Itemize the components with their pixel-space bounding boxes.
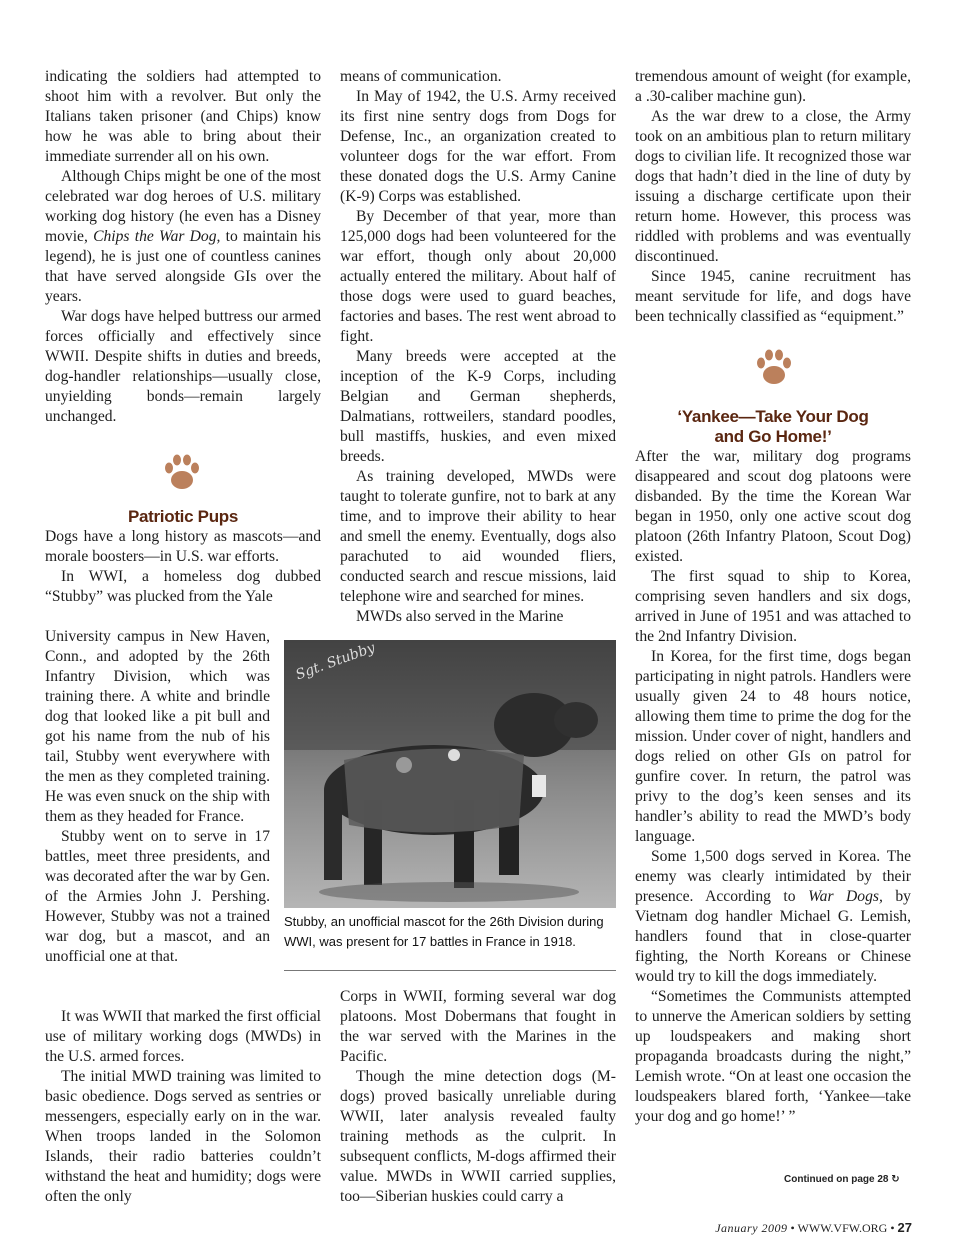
paragraph: It was WWII that marked the first official use of military working dogs (MWDs) in the U.S. armed forces. <box>45 1008 321 1065</box>
paragraph: means of communication. <box>340 68 502 85</box>
paragraph: By December of that year, more than 125,000 dogs had been volunteered for the war effort, though only about 20,000 actually entered the military. About half of those dogs were used to guard beaches, factories and bases. The rest went abroad to fight. <box>340 208 616 345</box>
paw-print-icon <box>752 345 796 389</box>
paragraph: Dogs have a long history as mascots—and morale boosters—in U.S. war efforts. <box>45 528 321 565</box>
paragraph: In May of 1942, the U.S. Army received its first nine sentry dogs from Dogs for Defense, Inc., an organization created to volunteer dogs for the war effort. From these donated dogs the U.S. Army Canine (K-9) Corps was established. <box>340 88 616 205</box>
paragraph: After the war, military dog programs disappeared and scout dog platoons were disbanded. By the time the Korean War began in 1950, only one active scout dog platoon (26th Infantry Platoon, Scout Dog) existed. <box>635 448 911 565</box>
photo-inscription: Sgt. Stubby <box>293 640 378 684</box>
paragraph: Though the mine detection dogs (M-dogs) proved basically unreliable during WWII, later analysis revealed faulty training methods as the culprit. In subsequent conflicts, M-dogs affirmed their value. MWDs in WWII carried supplies, too—Siberian huskies could carry a <box>340 1068 616 1205</box>
caption-divider <box>284 970 616 971</box>
paragraph: Since 1945, canine recruitment has meant servitude for life, and dogs have been technically classified as “equipment.” <box>635 268 911 325</box>
footer-site: WWW.VFW.ORG <box>797 1221 888 1235</box>
paragraph: University campus in New Haven, Conn., and adopted by the 26th Infantry Division, which was training there. A white and brindle dog that looked like a pit bull and got his name from the nub of his tail, Stubby went everywhere with the men as they completed training. He was even snuck on the ship with them as they headed for France. <box>45 628 270 825</box>
footer-date: January 2009 <box>715 1221 788 1235</box>
curved-arrow-icon: ↻ <box>891 1174 900 1185</box>
paragraph: Many breeds were accepted at the inception of the K-9 Corps, including Belgian and German shepherds, Dalmatians, rottweilers, standard poodles, bull mastiffs, huskies, and even mixed breeds. <box>340 348 616 465</box>
paragraph: indicating the soldiers had attempted to shoot him with a revolver. But only the Italians taken prisoner (and Chips) know how he was able to bring about their immediate surrender all on his own. <box>45 68 321 165</box>
page-footer <box>715 1220 912 1236</box>
paragraph: The initial MWD training was limited to basic obedience. Dogs served as sentries or messengers, especially early on in the war. When troops landed in the Solomon Islands, their radio batteries couldn’t withstand the heat and humidity; dogs were often the only <box>45 1068 321 1205</box>
continued-note <box>784 1174 900 1185</box>
photo-caption: Stubby, an unofficial mascot for the 26th Division during WWI, was present for 17 battles in France in 1918. <box>284 914 604 949</box>
paragraph: Some 1,500 dogs served in Korea. The enemy was clearly intimidated by their presence. According to War Dogs, by Vietnam dog handler Michael G. Lemish, handlers found that in close-quarter fighting, the North Koreans or Chinese would try to kill the dogs immediately. <box>635 848 911 985</box>
paragraph: “Sometimes the Communists attempted to unnerve the American soldiers by setting up loudspeakers and making short propaganda broadcasts during the night,” Lemish wrote. “On at least one occasion the loudspeakers blared forth, ‘Yankee—take your dog and go home!’ ” <box>635 988 911 1125</box>
paragraph: MWDs also served in the Marine <box>356 608 564 625</box>
paragraph: As training developed, MWDs were taught to tolerate gunfire, not to bark at any time, and to improve their ability to hear and smell the enemy. Eventually, dogs also parachuted to aid wounded fliers, conducted search and rescue missions, laid telephone wire and searched for mines. <box>340 468 616 605</box>
paragraph: Corps in WWII, forming several war dog platoons. Most Dobermans that fought in the war served with the Marines in the Pacific. <box>340 988 616 1065</box>
column-3-bottom <box>635 447 911 1127</box>
column-1-mid <box>45 527 321 607</box>
heading-yankee-line-1: ‘Yankee—Take Your Dog <box>677 407 869 426</box>
paragraph: In WWI, a homeless dog dubbed “Stubby” was plucked from the Yale <box>45 568 321 605</box>
continued-text: Continued on page 28 <box>784 1174 889 1185</box>
paragraph: In Korea, for the first time, dogs began participating in night patrols. Handlers were usually given 24 to 48 hours notice, allowing them time to prime the dog for the mission. Under cover of night, handlers and dogs relied on other GIs on patrol for gunfire cover. In return, the patrol was privy to the dog’s keen senses and its handler’s ability to read the MWD’s body language. <box>635 648 911 845</box>
column-3-top <box>635 67 911 327</box>
paragraph: Although Chips might be one of the most celebrated war dog heroes of U.S. military working dog history (he even has a Disney movie, Chips the War Dog, to maintain his legend), he is just one of countless canines that have served alongside GIs over the years. <box>45 168 321 305</box>
stubby-photo <box>284 640 616 908</box>
page-number: 27 <box>897 1220 912 1235</box>
column-1-wrap <box>45 627 270 967</box>
paragraph: War dogs have helped buttress our armed forces officially and effectively since WWII. Despite shifts in duties and breeds, dog-handler relationships—usually close, unyielding bonds—remain largely unchanged. <box>45 308 321 425</box>
paragraph: As the war drew to a close, the Army took on an ambitious plan to return military dogs to civilian life. It recognized those war dogs that hadn’t died in the line of duty by issuing a discharge certificate upon their return home. However, this process was riddled with problems and was eventually discontinued. <box>635 108 911 265</box>
heading-patriotic-pups: Patriotic Pups <box>127 507 239 526</box>
paragraph: Stubby went on to serve in 17 battles, meet three presidents, and was decorated after the war by Gen. of the Armies John J. Pershing. However, Stubby was not a trained war dog, but a mascot, and an unofficial one at that. <box>45 828 270 965</box>
paragraph: tremendous amount of weight (for example, a .30-caliber machine gun). <box>635 68 911 105</box>
column-1-bottom <box>45 1007 321 1207</box>
footer-separator: • <box>890 1221 895 1235</box>
paragraph: The first squad to ship to Korea, comprising seven handlers and six dogs, arrived in June of 1951 and was attached to the 2nd Infantry Division. <box>635 568 911 645</box>
heading-yankee <box>635 407 911 447</box>
column-2-top <box>340 67 616 627</box>
column-1-top <box>45 67 321 423</box>
footer-separator: • <box>790 1221 795 1235</box>
heading-yankee-line-2: and Go Home!’ <box>714 427 832 446</box>
column-2-bottom <box>340 987 616 1207</box>
paw-print-icon <box>160 450 204 494</box>
